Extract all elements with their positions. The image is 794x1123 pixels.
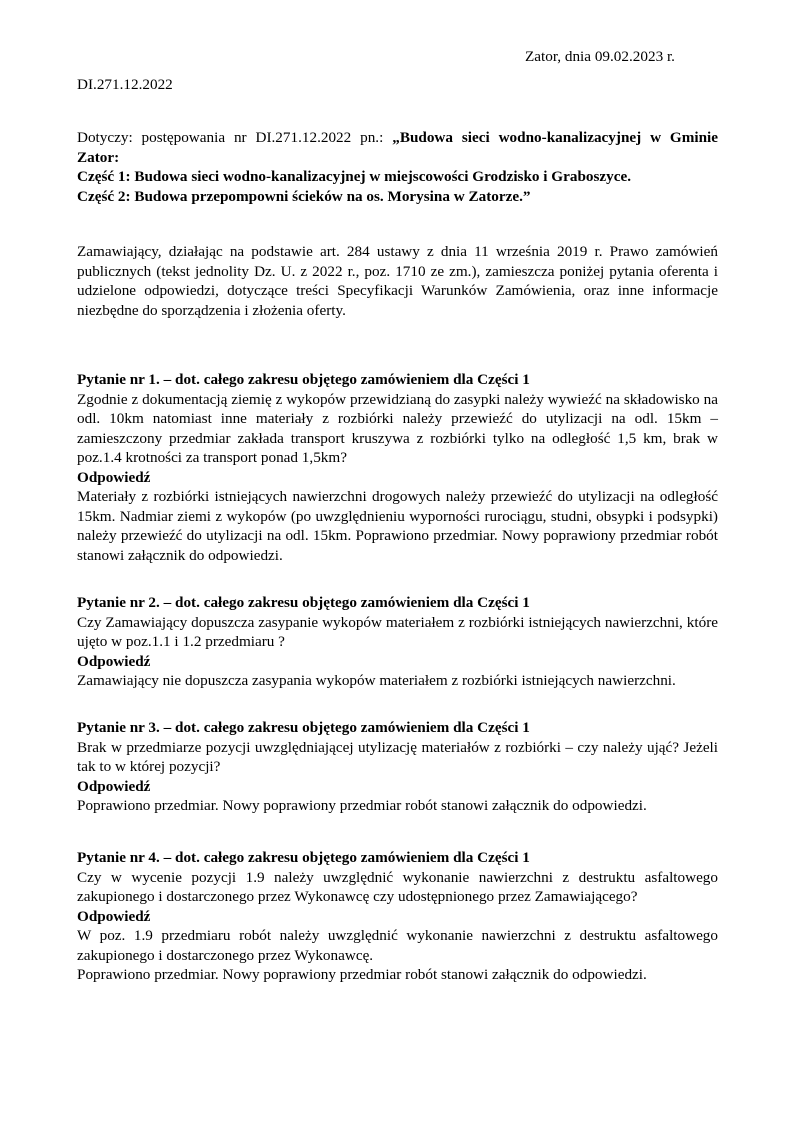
question-title: Pytanie nr 2. – dot. całego zakresu objętego zamówieniem dla Części 1 (77, 594, 530, 611)
answer-label: Odpowiedź (77, 652, 151, 670)
question-text: Brak w przedmiarze pozycji uwzględniającej utylizację materiałów z rozbiórki – czy należy ująć? Jeżeli tak to w której pozycji? (77, 738, 718, 775)
intro-paragraph: Zamawiający, działając na podstawie art. 284 ustawy z dnia 11 września 2019 r. Prawo zamówień publicznych (tekst jednolity Dz. U. z 2022 r., poz. 1710 ze zm.), zamieszcza poniżej pytania oferenta i udzielone odpowiedzi, dotyczące treści Specyfikacji Warunków Zamówienia, oraz inne informacje niezbędne do sporządzenia i złożenia oferty. (77, 243, 718, 319)
subject-title: „Budowa sieci wodno-kanalizacyjnej w Gminie Zator: (77, 129, 719, 166)
question-title: Pytanie nr 3. – dot. całego zakresu objętego zamówieniem dla Części 1 (77, 719, 530, 736)
answer-label: Odpowiedź (77, 468, 151, 486)
reference-number: DI.271.12.2022 (77, 76, 173, 93)
subject-prefix: Dotyczy: postępowania nr DI.271.12.2022 pn.: (77, 129, 393, 146)
question-text: Czy Zamawiający dopuszcza zasypanie wykopów materiałem z rozbiórki istniejących nawierzchni, które ujęto w poz.1.1 i 1.2 przedmiaru ? (77, 613, 718, 650)
answer-text: W poz. 1.9 przedmiaru robót należy uwzględnić wykonanie nawierzchni z destruktu asfaltowego zakupionego i dostarczonego przez Wykonawcę. (77, 927, 718, 964)
question-text: Zgodnie z dokumentacją ziemię z wykopów przewidzianą do zasypki należy wywieźć na składowisko na odl. 10km natomiast inne materiały z rozbiórki należy przewieźć do utylizacji na odl. 15km – zamieszczony przedmiar zakłada transport kruszywa z rozbiórki tylko na odległość 1,5 km, brak w poz.1.4 krotności za transport ponad 1,5km? (77, 390, 718, 466)
subject-block (77, 128, 718, 206)
answer-label: Odpowiedź (77, 777, 151, 795)
answer-text: Poprawiono przedmiar. Nowy poprawiony przedmiar robót stanowi załącznik do odpowiedzi. (77, 797, 647, 814)
subject-part-1: Część 1: Budowa sieci wodno-kanalizacyjnej w miejscowości Grodzisko i Graboszyce. (77, 168, 632, 185)
question-title: Pytanie nr 1. – dot. całego zakresu objętego zamówieniem dla Części 1 (77, 371, 530, 388)
subject-part-2: Część 2: Budowa przepompowni ścieków na os. Morysina w Zatorze.” (77, 187, 531, 205)
question-title: Pytanie nr 4. – dot. całego zakresu objętego zamówieniem dla Części 1 (77, 849, 530, 866)
question-1 (77, 370, 718, 565)
question-text: Czy w wycenie pozycji 1.9 należy uwzględnić wykonanie nawierzchni z destruktu asfaltowego zakupionego i dostarczonego przez Wykonawcę czy udostępnionego przez Zamawiającego? (77, 868, 718, 905)
answer-text: Materiały z rozbiórki istniejących nawierzchni drogowych należy przewieźć do utylizacji na odległość 15km. Nadmiar ziemi z wykopów (po uwzględnieniu wyporności rurociągu, studni, obsypki i podsypki) należy przewieźć do utylizacji na odl. 15km. Poprawiono przedmiar. Nowy poprawiony przedmiar robót stanowi załącznik do odpowiedzi. (77, 488, 718, 564)
answer-label: Odpowiedź (77, 907, 151, 925)
subject-line (77, 128, 718, 167)
question-4 (77, 848, 718, 985)
answer-text-2: Poprawiono przedmiar. Nowy poprawiony przedmiar robót stanowi załącznik do odpowiedzi. (77, 966, 647, 983)
question-2 (77, 593, 718, 691)
date-line: Zator, dnia 09.02.2023 r. (525, 48, 675, 65)
answer-text: Zamawiający nie dopuszcza zasypania wykopów materiałem z rozbiórki istniejących nawierzchni. (77, 672, 676, 689)
question-3 (77, 718, 718, 816)
